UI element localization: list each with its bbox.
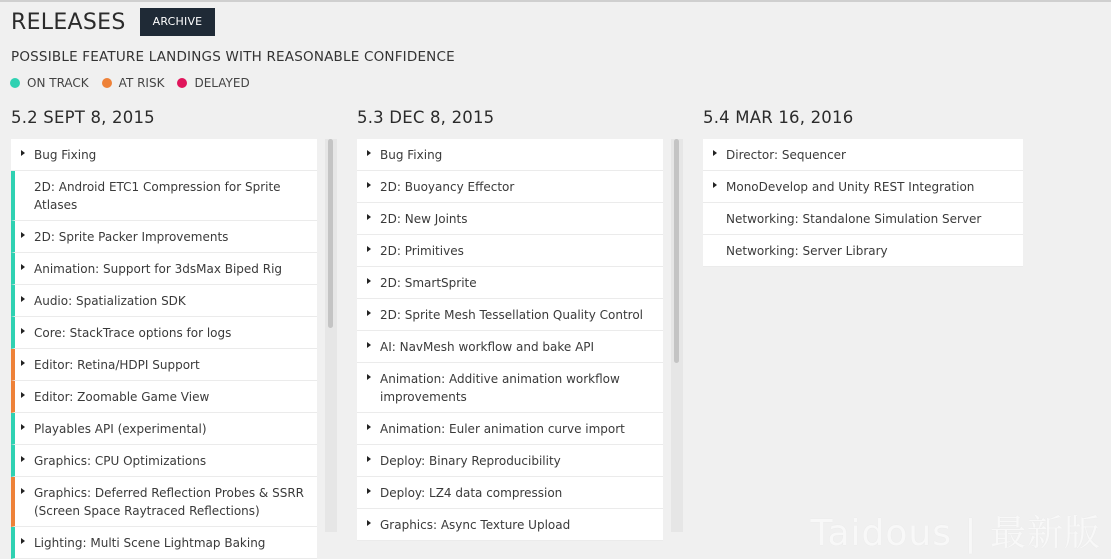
feature-label: Audio: Spatialization SDK xyxy=(34,294,186,308)
feature-label: Lighting: Multi Scene Lightmap Baking xyxy=(34,536,266,550)
feature-list-item[interactable] xyxy=(357,139,663,171)
feature-list-item[interactable] xyxy=(703,203,1023,235)
feature-label: 2D: Buoyancy Effector xyxy=(380,180,515,194)
caret-right-icon[interactable] xyxy=(367,182,371,188)
feature-label: Editor: Zoomable Game View xyxy=(34,390,210,404)
feature-list-item[interactable] xyxy=(357,477,663,509)
feature-list-item[interactable] xyxy=(357,445,663,477)
feature-label: Graphics: Deferred Reflection Probes & SSRR (Screen Space Raytraced Reflections) xyxy=(34,486,304,518)
feature-label: MonoDevelop and Unity REST Integration xyxy=(726,180,975,194)
caret-right-icon[interactable] xyxy=(21,392,25,398)
feature-label: 2D: SmartSprite xyxy=(380,276,477,290)
release-title: 5.4 MAR 16, 2016 xyxy=(703,108,854,127)
caret-right-icon[interactable] xyxy=(21,296,25,302)
caret-right-icon[interactable] xyxy=(367,456,371,462)
caret-right-icon[interactable] xyxy=(367,214,371,220)
feature-label: Networking: Standalone Simulation Server xyxy=(726,212,982,226)
scrollbar[interactable] xyxy=(671,139,683,532)
caret-right-icon[interactable] xyxy=(21,488,25,494)
feature-label: 2D: Primitives xyxy=(380,244,464,258)
release-title: 5.2 SEPT 8, 2015 xyxy=(11,108,155,127)
scrollbar[interactable] xyxy=(325,139,337,532)
feature-list-item[interactable] xyxy=(11,171,317,221)
feature-label: 2D: Android ETC1 Compression for Sprite Atlases xyxy=(34,180,281,212)
caret-right-icon[interactable] xyxy=(21,456,25,462)
feature-label: AI: NavMesh workflow and bake API xyxy=(380,340,595,354)
legend-label: DELAYED xyxy=(194,76,250,90)
feature-list-item[interactable] xyxy=(11,477,317,527)
feature-label: 2D: Sprite Mesh Tessellation Quality Control xyxy=(380,308,643,322)
caret-right-icon[interactable] xyxy=(21,538,25,544)
release-title: 5.3 DEC 8, 2015 xyxy=(357,108,495,127)
feature-label: Animation: Euler animation curve import xyxy=(380,422,625,436)
feature-list-item[interactable] xyxy=(703,235,1023,267)
caret-right-icon[interactable] xyxy=(367,150,371,156)
feature-list-item[interactable] xyxy=(11,253,317,285)
caret-right-icon[interactable] xyxy=(367,424,371,430)
feature-list[interactable] xyxy=(357,139,663,532)
feature-list-item[interactable] xyxy=(357,299,663,331)
release-column-5-2 xyxy=(11,108,333,550)
caret-right-icon[interactable] xyxy=(21,150,25,156)
feature-list-item[interactable] xyxy=(11,349,317,381)
caret-right-icon[interactable] xyxy=(367,310,371,316)
feature-label: Core: StackTrace options for logs xyxy=(34,326,232,340)
caret-right-icon[interactable] xyxy=(367,246,371,252)
feature-list-item[interactable] xyxy=(11,445,317,477)
feature-list-item[interactable] xyxy=(357,413,663,445)
feature-list-item[interactable] xyxy=(357,267,663,299)
on-track-dot-icon xyxy=(10,78,20,88)
caret-right-icon[interactable] xyxy=(21,424,25,430)
feature-label: Animation: Additive animation workflow improvements xyxy=(380,372,620,404)
status-legend xyxy=(10,76,263,90)
feature-list-item[interactable] xyxy=(357,331,663,363)
feature-list-item[interactable] xyxy=(357,203,663,235)
feature-list[interactable] xyxy=(703,139,1023,267)
legend-delayed xyxy=(177,76,249,90)
feature-label: Bug Fixing xyxy=(34,148,97,162)
caret-right-icon[interactable] xyxy=(21,264,25,270)
caret-right-icon[interactable] xyxy=(21,328,25,334)
caret-right-icon[interactable] xyxy=(713,182,717,188)
caret-right-icon[interactable] xyxy=(367,278,371,284)
legend-label: ON TRACK xyxy=(27,76,89,90)
feature-list-item[interactable] xyxy=(11,413,317,445)
caret-right-icon[interactable] xyxy=(367,342,371,348)
page-header xyxy=(11,8,215,36)
feature-list-item[interactable] xyxy=(357,363,663,413)
caret-right-icon[interactable] xyxy=(21,360,25,366)
feature-label: Editor: Retina/HDPI Support xyxy=(34,358,200,372)
legend-at-risk xyxy=(102,76,165,90)
feature-label: 2D: New Joints xyxy=(380,212,468,226)
feature-label: Graphics: CPU Optimizations xyxy=(34,454,207,468)
page-title: RELEASES xyxy=(11,9,126,35)
caret-right-icon[interactable] xyxy=(21,232,25,238)
legend-label: AT RISK xyxy=(118,76,165,90)
feature-label: Playables API (experimental) xyxy=(34,422,207,436)
feature-list-item[interactable] xyxy=(11,317,317,349)
feature-label: Deploy: LZ4 data compression xyxy=(380,486,563,500)
feature-label: Animation: Support for 3dsMax Biped Rig xyxy=(34,262,283,276)
feature-list-item[interactable] xyxy=(11,527,317,559)
legend-on-track xyxy=(10,76,89,90)
feature-label: Graphics: Async Texture Upload xyxy=(380,518,571,532)
release-column-5-3 xyxy=(357,108,679,532)
feature-list-item[interactable] xyxy=(11,285,317,317)
watermark-logo: Taidous | 最新版 xyxy=(810,513,1101,554)
feature-label: Bug Fixing xyxy=(380,148,443,162)
caret-right-icon[interactable] xyxy=(367,520,371,526)
at-risk-dot-icon xyxy=(102,78,112,88)
caret-right-icon[interactable] xyxy=(367,488,371,494)
feature-label: Deploy: Binary Reproducibility xyxy=(380,454,561,468)
page-subtitle: POSSIBLE FEATURE LANDINGS WITH REASONABLE CONFIDENCE xyxy=(11,49,455,65)
feature-list-item[interactable] xyxy=(703,139,1023,171)
feature-list-item[interactable] xyxy=(11,139,317,171)
feature-list-item[interactable] xyxy=(11,381,317,413)
archive-button[interactable]: ARCHIVE xyxy=(140,8,216,36)
feature-list-item[interactable] xyxy=(703,171,1023,203)
caret-right-icon[interactable] xyxy=(367,374,371,380)
feature-label: Director: Sequencer xyxy=(726,148,846,162)
feature-list[interactable] xyxy=(11,139,317,550)
feature-list-item[interactable] xyxy=(357,171,663,203)
delayed-dot-icon xyxy=(177,78,187,88)
feature-list-item[interactable] xyxy=(357,509,663,541)
release-column-5-4 xyxy=(703,108,1025,258)
feature-list-item[interactable] xyxy=(357,235,663,267)
scrollbar-thumb[interactable] xyxy=(674,139,679,363)
caret-right-icon[interactable] xyxy=(713,150,717,156)
feature-label: 2D: Sprite Packer Improvements xyxy=(34,230,229,244)
scrollbar-thumb[interactable] xyxy=(328,139,333,328)
feature-label: Networking: Server Library xyxy=(726,244,888,258)
feature-list-item[interactable] xyxy=(11,221,317,253)
